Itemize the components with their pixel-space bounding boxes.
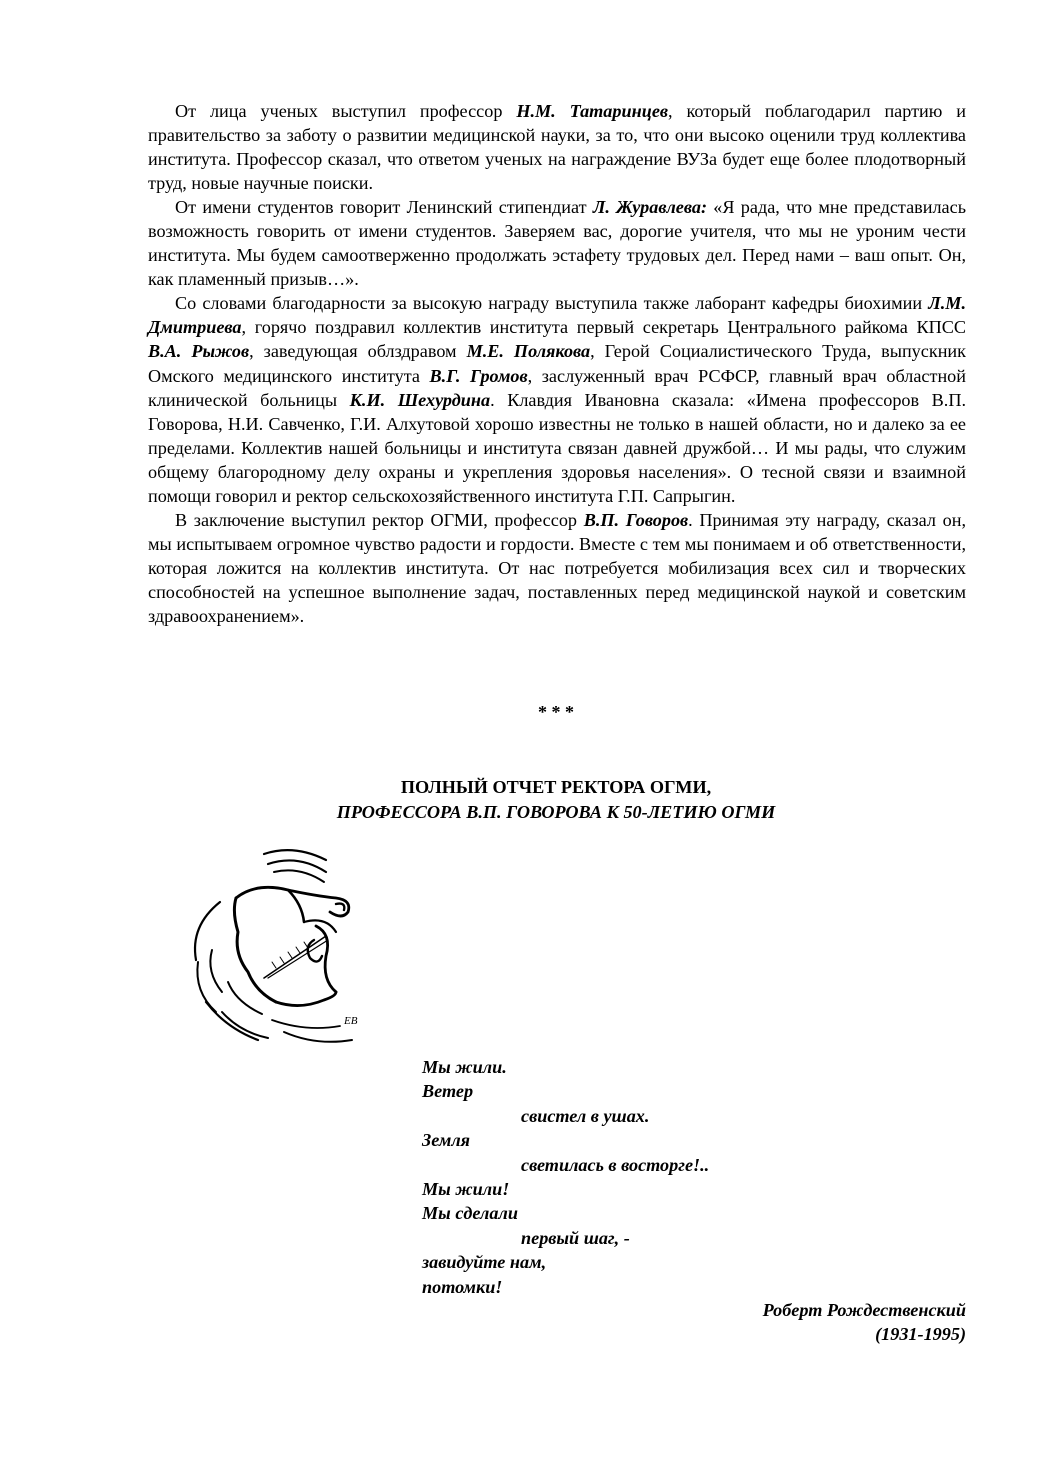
paragraph: Со словами благодарности за высокую награду выступила также лаборант кафедры биохимии Л.М. Дмитриева, горячо поздравил коллектив института первый секретарь Центрального райкома КПСС В.А. Рыжов, заведующая облздравом М.Е. Полякова, Герой Социалистического Труда, выпускник Омского медицинского института В.Г. Громов, заслуженный врач РСФСР, главный врач областной клинической больницы К.И. Шехурдина. Клавдия Ивановна сказала: «Имена профессоров В.П. Говорова, Н.И. Савченко, Г.И. Алхутовой хорошо известны не только в нашей области, но и далеко за ее пределами. Коллектив нашей больницы и института связан давней дружбой… И мы рады, что служим общему благородному делу охраны и укрепления здоровья населения». О тесной связи и взаимной помощи говорил и ректор сельскохозяйственного института Г.П. Сапрыгин.: [148, 293, 967, 506]
section-title-line-2: ПРОФЕССОРА В.П. ГОВОРОВА К 50-ЛЕТИЮ ОГМИ: [336, 802, 776, 822]
paragraph: В заключение выступил ректор ОГМИ, профессор В.П. Говоров. Принимая эту награду, сказал он, мы испытываем огромное чувство радости и гордости. Вместе с тем мы понимаем и об ответственности, которая ложится на коллектив института. От нас потребуется мобилизация всех сил и творческих способностей на успешное выполнение задач, поставленных перед медицинской наукой и советским здравоохранением».: [148, 509, 966, 626]
poem-line: светилась в восторге!..: [521, 1154, 710, 1175]
person-name: В.П. Говоров: [583, 509, 689, 530]
poem-author-years: (1931-1995): [875, 1324, 966, 1345]
section-title-line-1: ПОЛНЫЙ ОТЧЕТ РЕКТОРА ОГМИ,: [400, 777, 712, 797]
poem-line: Мы жили!: [422, 1179, 510, 1200]
person-name: Н.М. Татаринцев: [516, 101, 669, 121]
paragraph: От имени студентов говорит Ленинский стипендиат Л. Журавлева: «Я рада, что мне представилась возможность говорить от имени студентов. Заверяем вас, дорогие учителя, что мы не уроним чести института. Мы будем самоотверженно продолжать эстафету трудовых дел. Перед нами – ваш опыт. Он, как пламенный призыв…».: [148, 197, 967, 290]
person-name: В.Г. Громов: [429, 365, 528, 386]
poem-line: Ветер: [422, 1081, 474, 1102]
person-name: К.И. Шехурдина: [349, 389, 491, 410]
paragraph: От лица ученых выступил профессор Н.М. Татаринцев, который поблагодарил партию и правительство за заботу о развитии медицинской науки, за то, что они высоко оценили труд коллектива института. Профессор сказал, что ответом ученых на награждение ВУЗа будет еще более плодотворный труд, новые научные поиски.: [148, 101, 966, 194]
poem: [422, 1055, 822, 1299]
person-name: В.А. Рыжов: [148, 341, 250, 362]
person-name: Л. Журавлева:: [592, 197, 708, 218]
poem-line: завидуйте нам,: [422, 1252, 547, 1273]
section-separator: * * *: [538, 702, 574, 722]
person-name: Л.М. Дмитриева: [148, 293, 966, 338]
poem-line: Земля: [422, 1130, 471, 1151]
poem-author: Роберт Рождественский: [762, 1300, 966, 1320]
bell-quill-emblem-icon: [176, 842, 376, 1054]
poem-line: Мы сделали: [422, 1203, 518, 1224]
poem-line: Мы жили.: [422, 1057, 507, 1077]
poem-line: свистел в ушах.: [521, 1105, 650, 1126]
article-body: [148, 99, 966, 628]
poem-line: потомки!: [422, 1276, 503, 1297]
poem-attribution: [763, 1298, 966, 1347]
person-name: М.Е. Полякова: [466, 341, 591, 362]
svg-text:ЕВ: ЕВ: [344, 1015, 358, 1027]
poem-line: первый шаг, -: [521, 1227, 630, 1248]
